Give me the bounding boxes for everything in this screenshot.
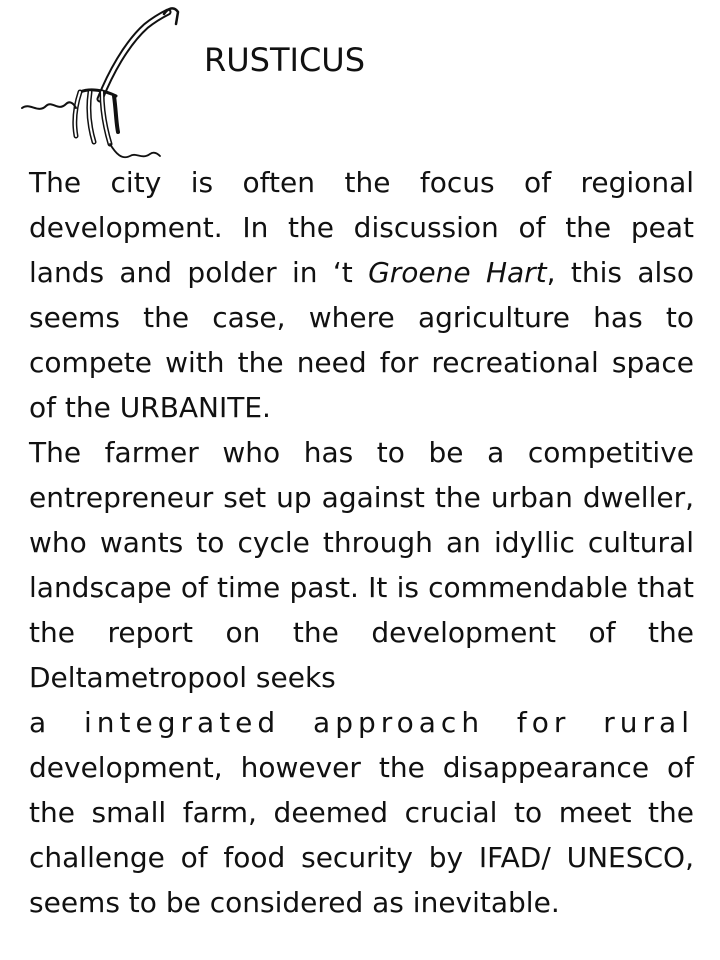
- page-title: RUSTICUS: [204, 41, 366, 79]
- paragraph-2: [29, 430, 694, 700]
- pitchfork-icon: [18, 4, 188, 169]
- place-name: Groene Hart: [368, 256, 547, 289]
- article-body: [29, 160, 694, 925]
- paragraph-2-continued: [29, 745, 694, 925]
- paragraph-2-text-end: development, however the disappearance of the small farm, deemed crucial to meet the challenge of food security by IFAD/ UNESCO, seems to be considered as inevitable.: [29, 751, 694, 919]
- paragraph-1: [29, 160, 694, 430]
- paragraph-2-spaced-line: a integrated approach for rural: [29, 706, 694, 739]
- paragraph-2-text-start: The farmer who has to be a competitive entrepreneur set up against the urban dweller, who wants to cycle through an idyllic cultural landscape of time past. It is commendable that the report on the development of the Deltametropool seeks: [29, 436, 694, 694]
- paragraph-1-text-end: , this also seems the case, where agriculture has to compete with the need for recreational space of the URBANITE.: [29, 256, 694, 424]
- paragraph-1-text-start: The city is often the focus of regional development. In the discussion of the peat lands and polder in ‘t: [29, 166, 694, 289]
